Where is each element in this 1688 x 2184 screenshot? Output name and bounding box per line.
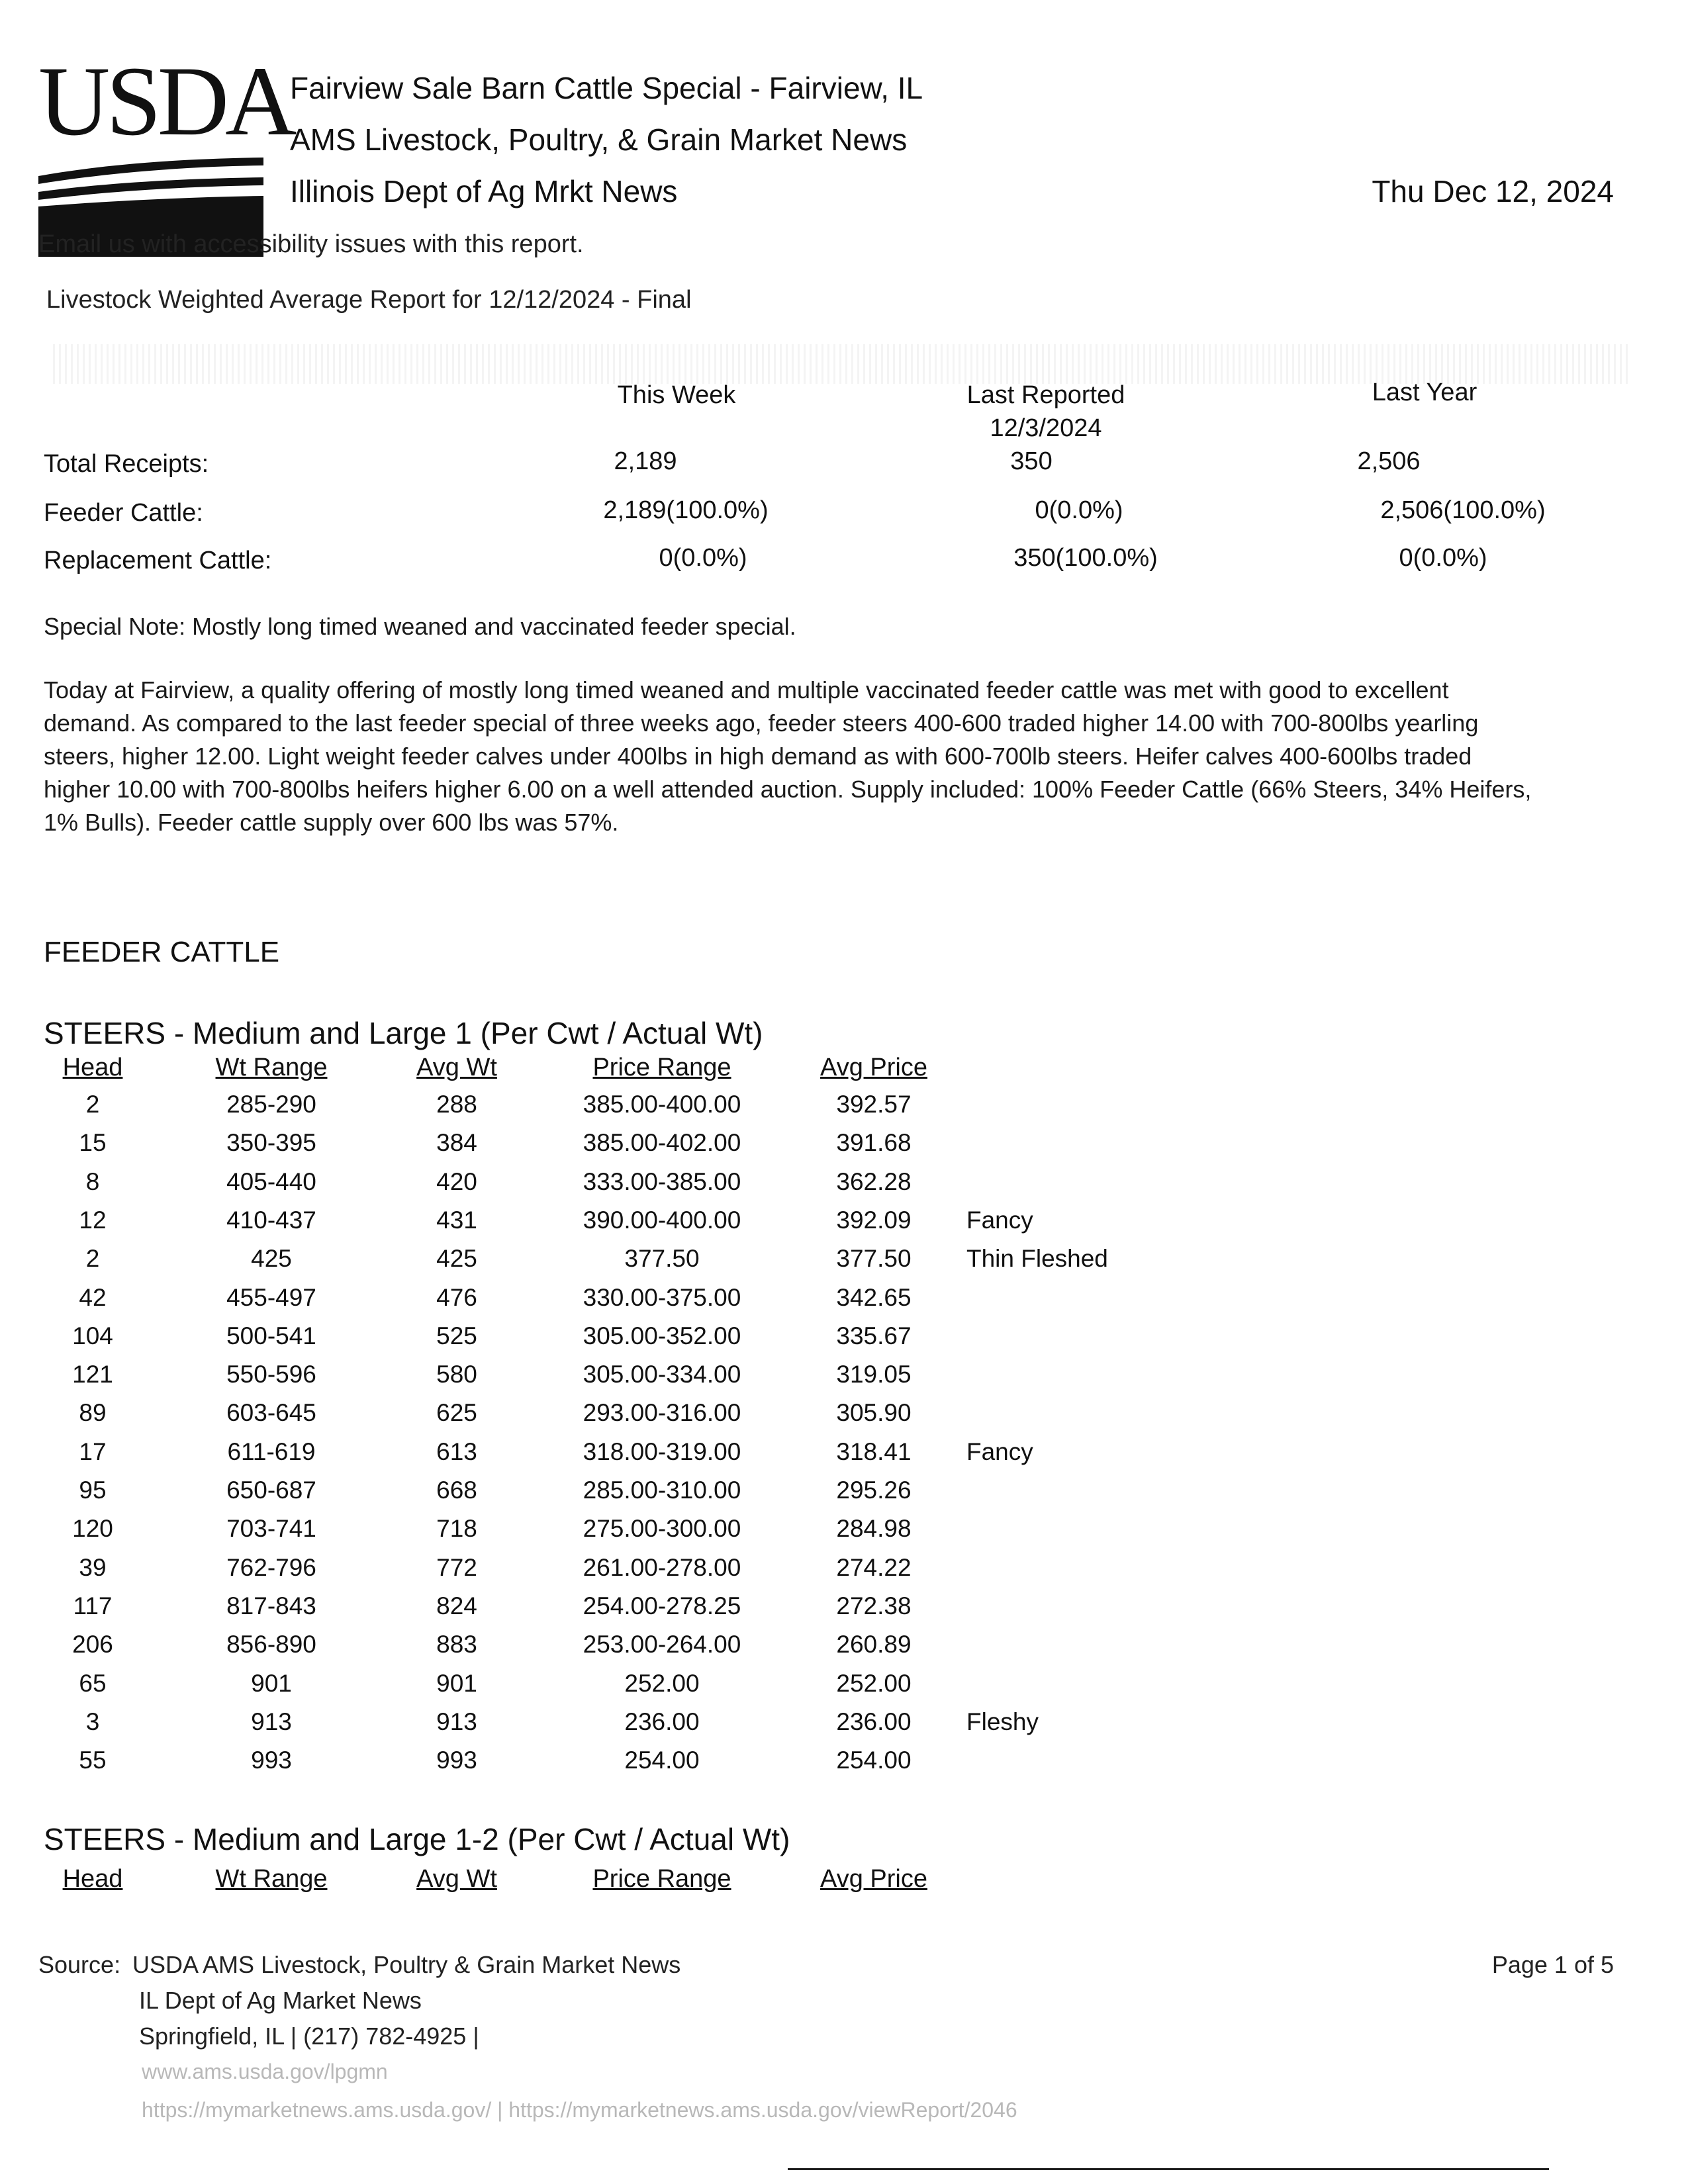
cell-avg-price: 392.09 — [836, 1206, 912, 1234]
summary-cell: 2,189 — [614, 447, 677, 475]
footer-source-line: USDA AMS Livestock, Poultry & Grain Market News — [132, 1951, 681, 1978]
cell-avg-price: 252.00 — [836, 1670, 912, 1697]
cell-head: 17 — [79, 1438, 107, 1465]
summary-cell: 2,189(100.0%) — [603, 496, 769, 524]
cell-avg-price: 319.05 — [836, 1361, 912, 1388]
summary-cell: 2,506 — [1357, 447, 1421, 475]
cell-avg-wt: 580 — [436, 1361, 477, 1388]
cell-avg-price: 391.68 — [836, 1129, 912, 1156]
cell-avg-wt: 288 — [436, 1091, 477, 1118]
cell-avg-wt: 993 — [436, 1747, 477, 1774]
cell-note: Fancy — [966, 1438, 1033, 1465]
steers-ml1-title: STEERS - Medium and Large 1 (Per Cwt / Actual Wt) — [44, 1016, 763, 1050]
summary-cell: 0(0.0%) — [659, 544, 747, 572]
cell-wt-range: 500-541 — [226, 1322, 316, 1349]
cell-price-range: 275.00-300.00 — [583, 1515, 741, 1542]
footer-source-label: Source: — [38, 1951, 121, 1978]
summary-row-label: Replacement Cattle: — [44, 547, 272, 574]
cell-head: 95 — [79, 1477, 107, 1504]
cell-wt-range: 603-645 — [226, 1399, 316, 1426]
cell-head: 2 — [85, 1091, 100, 1118]
cell-wt-range: 703-741 — [226, 1515, 316, 1542]
cell-head: 104 — [72, 1322, 113, 1349]
cell-wt-range: 611-619 — [227, 1438, 316, 1465]
footer-link-website[interactable]: www.ams.usda.gov/lpgmn — [142, 2060, 388, 2083]
summary-col-last-year: Last Year — [1372, 379, 1477, 406]
table-row — [0, 1747, 1688, 1785]
cell-avg-wt: 425 — [436, 1245, 477, 1272]
col-avg-wt: Avg Wt — [416, 1865, 497, 1893]
table-row — [0, 1515, 1688, 1553]
table-row — [0, 1438, 1688, 1477]
table-row — [0, 1168, 1688, 1206]
cell-head: 65 — [79, 1670, 107, 1697]
cell-avg-price: 305.90 — [836, 1399, 912, 1426]
page-number: Page 1 of 5 — [1491, 1951, 1614, 1978]
table-row — [0, 1206, 1688, 1245]
cell-price-range: 305.00-352.00 — [583, 1322, 741, 1349]
col-head: Head — [62, 1054, 123, 1081]
col-head: Head — [62, 1865, 123, 1893]
summary-row-label: Total Receipts: — [44, 450, 209, 478]
special-note: Special Note: Mostly long timed weaned and vaccinated feeder special. — [44, 613, 796, 640]
section-title-feeder-cattle: FEEDER CATTLE — [44, 936, 280, 968]
scan-noise-band — [53, 344, 1628, 384]
cell-price-range: 385.00-402.00 — [583, 1129, 741, 1156]
cell-avg-wt: 431 — [436, 1206, 477, 1234]
cell-avg-wt: 625 — [436, 1399, 477, 1426]
cell-price-range: 293.00-316.00 — [583, 1399, 741, 1426]
narrative-line: higher 10.00 with 700-800lbs heifers higher 6.00 on a well attended auction. Supply included: 100% Feeder Cattle (66% Steers, 34% Heifers, — [44, 776, 1532, 803]
table-row — [0, 1091, 1688, 1129]
cell-avg-wt: 901 — [436, 1670, 477, 1697]
cell-note: Fancy — [966, 1206, 1033, 1234]
footer-link-mymarketnews[interactable]: https://mymarketnews.ams.usda.gov/ | https://mymarketnews.ams.usda.gov/viewReport/2046 — [142, 2098, 1017, 2122]
cell-price-range: 385.00-400.00 — [583, 1091, 741, 1118]
table-row — [0, 1631, 1688, 1669]
cell-avg-wt: 913 — [436, 1708, 477, 1735]
report-title-line-1: Fairview Sale Barn Cattle Special - Fairview, IL — [290, 71, 923, 105]
accessibility-note: Email us with accessibility issues with this report. — [38, 230, 584, 258]
usda-logo-text: USDA — [38, 46, 293, 156]
narrative-line: demand. As compared to the last feeder special of three weeks ago, feeder steers 400-600 traded higher 14.00 with 700-800lbs yearling — [44, 709, 1479, 737]
col-price-range: Price Range — [592, 1865, 731, 1893]
cell-price-range: 236.00 — [624, 1708, 700, 1735]
col-wt-range: Wt Range — [215, 1054, 328, 1081]
cell-avg-wt: 668 — [436, 1477, 477, 1504]
summary-row-label: Feeder Cattle: — [44, 499, 203, 527]
cell-avg-wt: 613 — [436, 1438, 477, 1465]
table-row — [0, 1284, 1688, 1322]
market-narrative — [44, 674, 1632, 839]
cell-head: 120 — [72, 1515, 113, 1542]
cell-price-range: 305.00-334.00 — [583, 1361, 741, 1388]
cell-price-range: 318.00-319.00 — [583, 1438, 741, 1465]
cell-note: Thin Fleshed — [966, 1245, 1108, 1272]
cell-head: 3 — [85, 1708, 100, 1735]
table-row — [0, 1670, 1688, 1708]
cell-wt-range: 350-395 — [226, 1129, 316, 1156]
cell-head: 117 — [73, 1592, 113, 1619]
cell-avg-price: 236.00 — [836, 1708, 912, 1735]
cell-avg-price: 342.65 — [836, 1284, 912, 1311]
cell-price-range: 333.00-385.00 — [583, 1168, 741, 1195]
col-avg-price: Avg Price — [820, 1054, 927, 1081]
cell-avg-wt: 384 — [436, 1129, 477, 1156]
table-row — [0, 1399, 1688, 1437]
summary-cell: 350(100.0%) — [1013, 544, 1158, 572]
cell-price-range: 285.00-310.00 — [583, 1477, 741, 1504]
report-date: Thu Dec 12, 2024 — [1372, 174, 1614, 208]
table-row — [0, 1322, 1688, 1361]
cell-avg-wt: 476 — [436, 1284, 477, 1311]
cell-head: 15 — [79, 1129, 107, 1156]
cell-wt-range: 817-843 — [226, 1592, 316, 1619]
cell-avg-wt: 525 — [436, 1322, 477, 1349]
cell-price-range: 261.00-278.00 — [583, 1554, 741, 1581]
footer-source-line: IL Dept of Ag Market News — [139, 1987, 422, 2014]
narrative-line: 1% Bulls). Feeder cattle supply over 600 lbs was 57%. — [44, 809, 619, 836]
col-wt-range: Wt Range — [215, 1865, 328, 1893]
cell-price-range: 252.00 — [624, 1670, 700, 1697]
cell-avg-wt: 420 — [436, 1168, 477, 1195]
cell-head: 121 — [72, 1361, 113, 1388]
footer-source-line: Springfield, IL | (217) 782-4925 | — [139, 2023, 479, 2050]
summary-cell: 2,506(100.0%) — [1380, 496, 1546, 524]
col-price-range: Price Range — [592, 1054, 731, 1081]
cell-avg-wt: 772 — [436, 1554, 477, 1581]
narrative-line: Today at Fairview, a quality offering of mostly long timed weaned and multiple vaccinated feeder cattle was met with good to excellent — [44, 676, 1449, 704]
cell-avg-price: 284.98 — [836, 1515, 912, 1542]
cell-avg-wt: 824 — [436, 1592, 477, 1619]
weighted-average-report-title: Livestock Weighted Average Report for 12/12/2024 - Final — [46, 286, 692, 314]
table-row — [0, 1592, 1688, 1631]
cell-avg-wt: 718 — [436, 1515, 477, 1542]
summary-cell: 0(0.0%) — [1035, 496, 1123, 524]
cell-head: 55 — [79, 1747, 107, 1774]
table-row — [0, 1129, 1688, 1167]
cell-wt-range: 410-437 — [226, 1206, 316, 1234]
cell-head: 206 — [72, 1631, 113, 1658]
cell-price-range: 253.00-264.00 — [583, 1631, 741, 1658]
cell-price-range: 254.00 — [624, 1747, 700, 1774]
cell-price-range: 390.00-400.00 — [583, 1206, 741, 1234]
col-avg-wt: Avg Wt — [416, 1054, 497, 1081]
cell-price-range: 330.00-375.00 — [583, 1284, 741, 1311]
cell-head: 8 — [85, 1168, 100, 1195]
cell-head: 12 — [79, 1206, 107, 1234]
cell-wt-range: 856-890 — [226, 1631, 316, 1658]
table-row — [0, 1708, 1688, 1747]
cell-avg-price: 392.57 — [836, 1091, 912, 1118]
cell-head: 89 — [79, 1399, 107, 1426]
cell-wt-range: 425 — [251, 1245, 292, 1272]
cell-wt-range: 901 — [251, 1670, 292, 1697]
report-title-line-3: Illinois Dept of Ag Mrkt News — [290, 174, 678, 208]
cell-avg-price: 260.89 — [836, 1631, 912, 1658]
cell-wt-range: 650-687 — [226, 1477, 316, 1504]
cell-note: Fleshy — [966, 1708, 1039, 1735]
cell-wt-range: 913 — [251, 1708, 292, 1735]
steers-ml1-header-row — [0, 1054, 1688, 1092]
summary-cell: 350 — [1010, 447, 1053, 475]
cell-avg-price: 318.41 — [836, 1438, 912, 1465]
cell-wt-range: 285-290 — [226, 1091, 316, 1118]
narrative-line: steers, higher 12.00. Light weight feeder calves under 400lbs in high demand as with 600-700lb steers. Heifer calves 400-600lbs traded — [44, 743, 1472, 770]
steers-ml12-title: STEERS - Medium and Large 1-2 (Per Cwt / Actual Wt) — [44, 1822, 790, 1856]
cell-avg-price: 274.22 — [836, 1554, 912, 1581]
cell-head: 42 — [79, 1284, 107, 1311]
table-row — [0, 1477, 1688, 1515]
summary-col-this-week: This Week — [617, 381, 736, 409]
cell-avg-price: 377.50 — [836, 1245, 912, 1272]
table-row — [0, 1554, 1688, 1592]
summary-col-last-reported: Last Reported — [966, 381, 1125, 409]
steers-ml12-header-row — [0, 1865, 1688, 1903]
cell-price-range: 377.50 — [624, 1245, 700, 1272]
cell-wt-range: 455-497 — [226, 1284, 316, 1311]
table-row — [0, 1245, 1688, 1283]
cell-wt-range: 762-796 — [226, 1554, 316, 1581]
cell-avg-price: 272.38 — [836, 1592, 912, 1619]
cell-avg-price: 335.67 — [836, 1322, 912, 1349]
summary-col-last-reported-date: 12/3/2024 — [990, 414, 1102, 442]
footer-rule — [788, 2168, 1549, 2170]
report-title-line-2: AMS Livestock, Poultry, & Grain Market News — [290, 122, 908, 157]
cell-wt-range: 405-440 — [226, 1168, 316, 1195]
table-row — [0, 1361, 1688, 1399]
cell-avg-wt: 883 — [436, 1631, 477, 1658]
cell-wt-range: 993 — [251, 1747, 292, 1774]
cell-price-range: 254.00-278.25 — [583, 1592, 741, 1619]
col-avg-price: Avg Price — [820, 1865, 927, 1893]
cell-avg-price: 254.00 — [836, 1747, 912, 1774]
cell-wt-range: 550-596 — [226, 1361, 316, 1388]
usda-logo — [38, 46, 293, 210]
cell-avg-price: 362.28 — [836, 1168, 912, 1195]
cell-head: 2 — [85, 1245, 100, 1272]
cell-avg-price: 295.26 — [836, 1477, 912, 1504]
cell-head: 39 — [79, 1554, 107, 1581]
summary-cell: 0(0.0%) — [1399, 544, 1487, 572]
